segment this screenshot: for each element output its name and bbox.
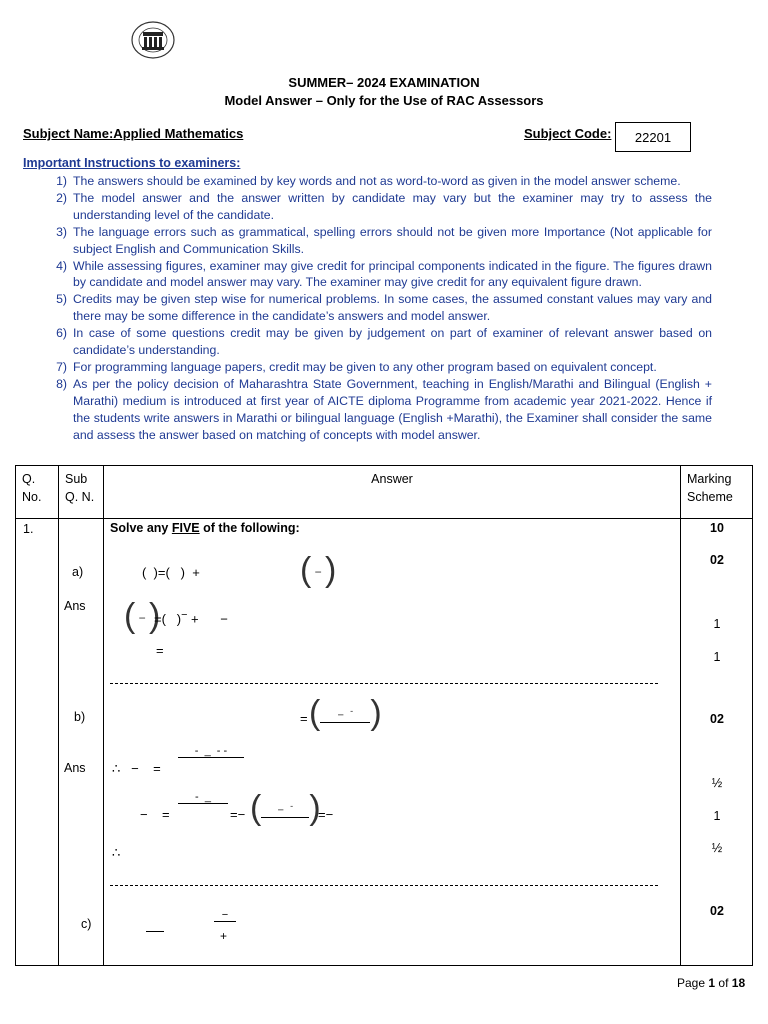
subject-name: Subject Name:Applied Mathematics	[23, 126, 244, 141]
header-sub-qn: Sub Q. N.	[59, 466, 104, 519]
separator-line	[110, 885, 658, 886]
question-a-expression: ( )=( ) +	[142, 565, 200, 580]
answer-a-bracket: ( − )	[124, 597, 161, 635]
marks-a-step2: 1	[713, 650, 721, 664]
answer-a-expression: =( )− + −	[154, 609, 228, 627]
ans-label-b: Ans	[64, 761, 86, 775]
instructions-list	[20, 173, 712, 444]
exam-title: SUMMER– 2024 EXAMINATION	[288, 75, 480, 90]
marks-b: 02	[710, 712, 724, 726]
header-marking: Marking Scheme	[681, 466, 753, 519]
answer-b-eq2: =−	[230, 807, 246, 822]
instruction-item: 6) In case of some questions credit may be given by judgement on part of examiner of relevant answer based on candidate’s understanding.	[56, 326, 712, 358]
question-c-fraction: −	[214, 909, 236, 922]
marks-b-step1: ½	[711, 776, 723, 790]
answer-b-eq3: =−	[318, 807, 334, 822]
page-number: 1	[708, 976, 716, 990]
marks-total: 10	[710, 521, 724, 535]
instruction-item: 7) For programming language papers, credit may be given to any other program based on equivalent concept.	[56, 359, 657, 374]
page-total: 18	[731, 976, 746, 990]
instruction-item: 1) The answers should be examined by key words and not as word-to-word as given in the model answer scheme.	[56, 174, 681, 188]
instruction-item: 4) While assessing figures, examiner may give credit for principal components indicated in the figure. The figures drawn by candidate and model answer may vary. The examiner may give credit for any equivalent figure drawn.	[56, 258, 712, 290]
ans-label-a: Ans	[64, 599, 86, 613]
marks-b-step2: 1	[713, 809, 721, 823]
question-c-bar	[146, 917, 164, 932]
answer-a-equals: =	[156, 643, 164, 658]
instruction-item: 3) The language errors such as grammatical, spelling errors should not be given more Importance (Not applicable for subject English and Communication Skills.	[56, 224, 712, 256]
marks-a: 02	[710, 553, 724, 567]
header-q-no: Q. No.	[16, 466, 59, 519]
header-answer: Answer	[104, 466, 681, 519]
instruction-item: 8) As per the policy decision of Maharashtra State Government, teaching in English/Marathi and Bilingual (English + Marathi) medium is introduced at first year of AICTE diploma Programme from academic year 2021-2022. Hence if the students write answers in Marathi or bilingual language (English +Marathi), the Examiner shall consider the same and assess the answer based on matching of concepts with model answer.	[56, 376, 712, 442]
answer-cell	[104, 519, 681, 966]
question-b-equals: =	[300, 711, 308, 726]
answer-b-fraction2: - _	[178, 791, 228, 804]
institution-logo	[130, 20, 176, 60]
sub-question-b: b)	[74, 710, 86, 724]
separator-line	[110, 683, 658, 684]
answer-b-fraction1: - _ - -	[178, 745, 244, 758]
instruction-item: 2) The model answer and the answer written by candidate may vary but the examiner may try to assess the understanding level of the candidate.	[56, 190, 712, 222]
q-no-cell	[16, 519, 59, 966]
marks-cell	[681, 519, 753, 966]
subject-code-label: Subject Code:	[524, 126, 612, 141]
instruction-item: 5) Credits may be given step wise for numerical problems. In some cases, the assumed constant values may vary and there may be some difference in the candidate’s answers and model answer.	[56, 292, 712, 324]
exam-subtitle: Model Answer – Only for the Use of RAC Assessors	[224, 93, 544, 108]
question-a-bracket: ( − )	[300, 551, 337, 589]
answer-b-therefore: ∴	[112, 845, 121, 860]
sub-question-c: c)	[81, 917, 92, 931]
answer-table	[15, 465, 753, 966]
answer-b-line1: ∴ − =	[112, 761, 161, 776]
question-number: 1.	[23, 522, 34, 536]
subject-code-box: 22201	[615, 122, 691, 152]
answer-b-bracket: ( − - )	[250, 789, 321, 827]
marks-c: 02	[710, 904, 724, 918]
question-c-plus: +	[220, 929, 228, 943]
instructions-title: Important Instructions to examiners:	[23, 156, 241, 170]
marks-b-step3: ½	[711, 841, 723, 855]
answer-b-line2: − =	[140, 807, 170, 822]
marks-a-step1: 1	[713, 617, 721, 631]
main-question: Solve any FIVE of the following:	[110, 521, 300, 535]
sub-question-a: a)	[72, 565, 84, 579]
question-b-bracket: ( − - )	[309, 694, 382, 732]
page-footer: Page 1 of 18	[677, 976, 746, 990]
sub-qn-cell	[59, 519, 104, 966]
